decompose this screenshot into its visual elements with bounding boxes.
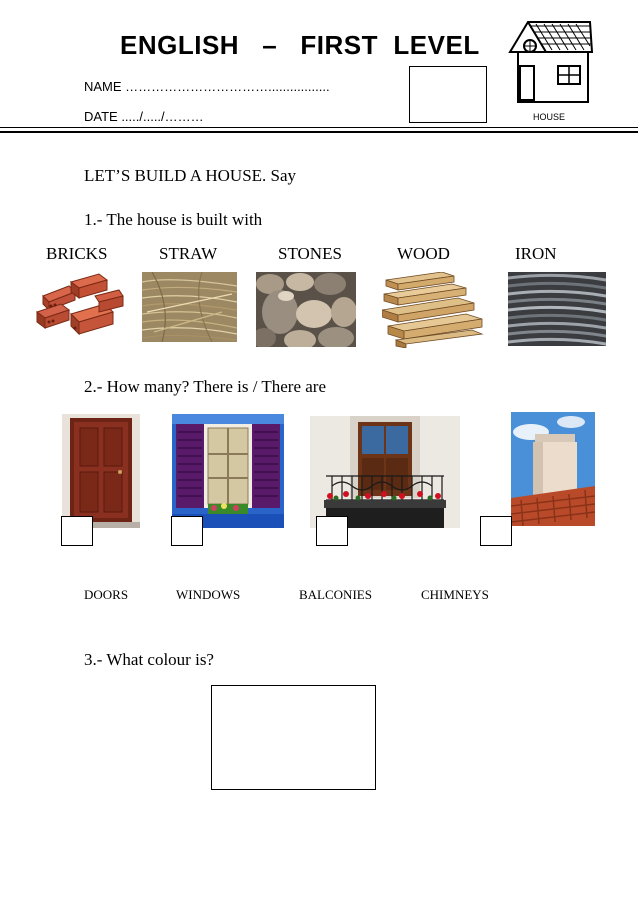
- item-label-windows: WINDOWS: [176, 587, 241, 602]
- colour-answer-box[interactable]: [211, 685, 376, 790]
- straw-photo: [142, 272, 237, 342]
- question-2: 2.- How many? There is / There are: [84, 377, 327, 396]
- windows-count-box[interactable]: [171, 516, 203, 546]
- header-divider-thick: [0, 131, 638, 133]
- window-photo: [172, 414, 284, 528]
- header-divider: [0, 127, 638, 128]
- question-3: 3.- What colour is?: [84, 650, 214, 669]
- iron-rods-photo: [508, 272, 606, 346]
- door-photo: [62, 414, 140, 528]
- material-label: IRON: [515, 244, 557, 263]
- question-1: 1.- The house is built with: [84, 210, 263, 229]
- material-label: STRAW: [159, 244, 218, 263]
- name-field[interactable]: NAME …………………………….................: [84, 79, 330, 94]
- doors-count-box[interactable]: [61, 516, 93, 546]
- material-label: BRICKS: [46, 244, 108, 263]
- bricks-photo: [35, 272, 125, 338]
- photo-box: [409, 66, 487, 123]
- balconies-count-box[interactable]: [316, 516, 348, 546]
- house-icon-label: HOUSE: [533, 112, 566, 122]
- item-label-balconies: BALCONIES: [299, 587, 372, 602]
- worksheet-title: ENGLISH – FIRST LEVEL: [120, 30, 480, 60]
- item-label-chimneys: CHIMNEYS: [421, 587, 489, 602]
- wood-planks-photo: [382, 272, 485, 348]
- date-field[interactable]: DATE ...../...../………: [84, 109, 204, 124]
- material-label: WOOD: [397, 244, 450, 263]
- section-intro: LET’S BUILD A HOUSE. Say: [84, 166, 297, 185]
- chimneys-count-box[interactable]: [480, 516, 512, 546]
- material-label: STONES: [278, 244, 342, 263]
- stones-photo: [256, 272, 356, 347]
- chimney-photo: [511, 412, 595, 526]
- balcony-photo: [310, 416, 460, 528]
- house-icon: [506, 16, 596, 106]
- item-label-doors: DOORS: [84, 587, 129, 602]
